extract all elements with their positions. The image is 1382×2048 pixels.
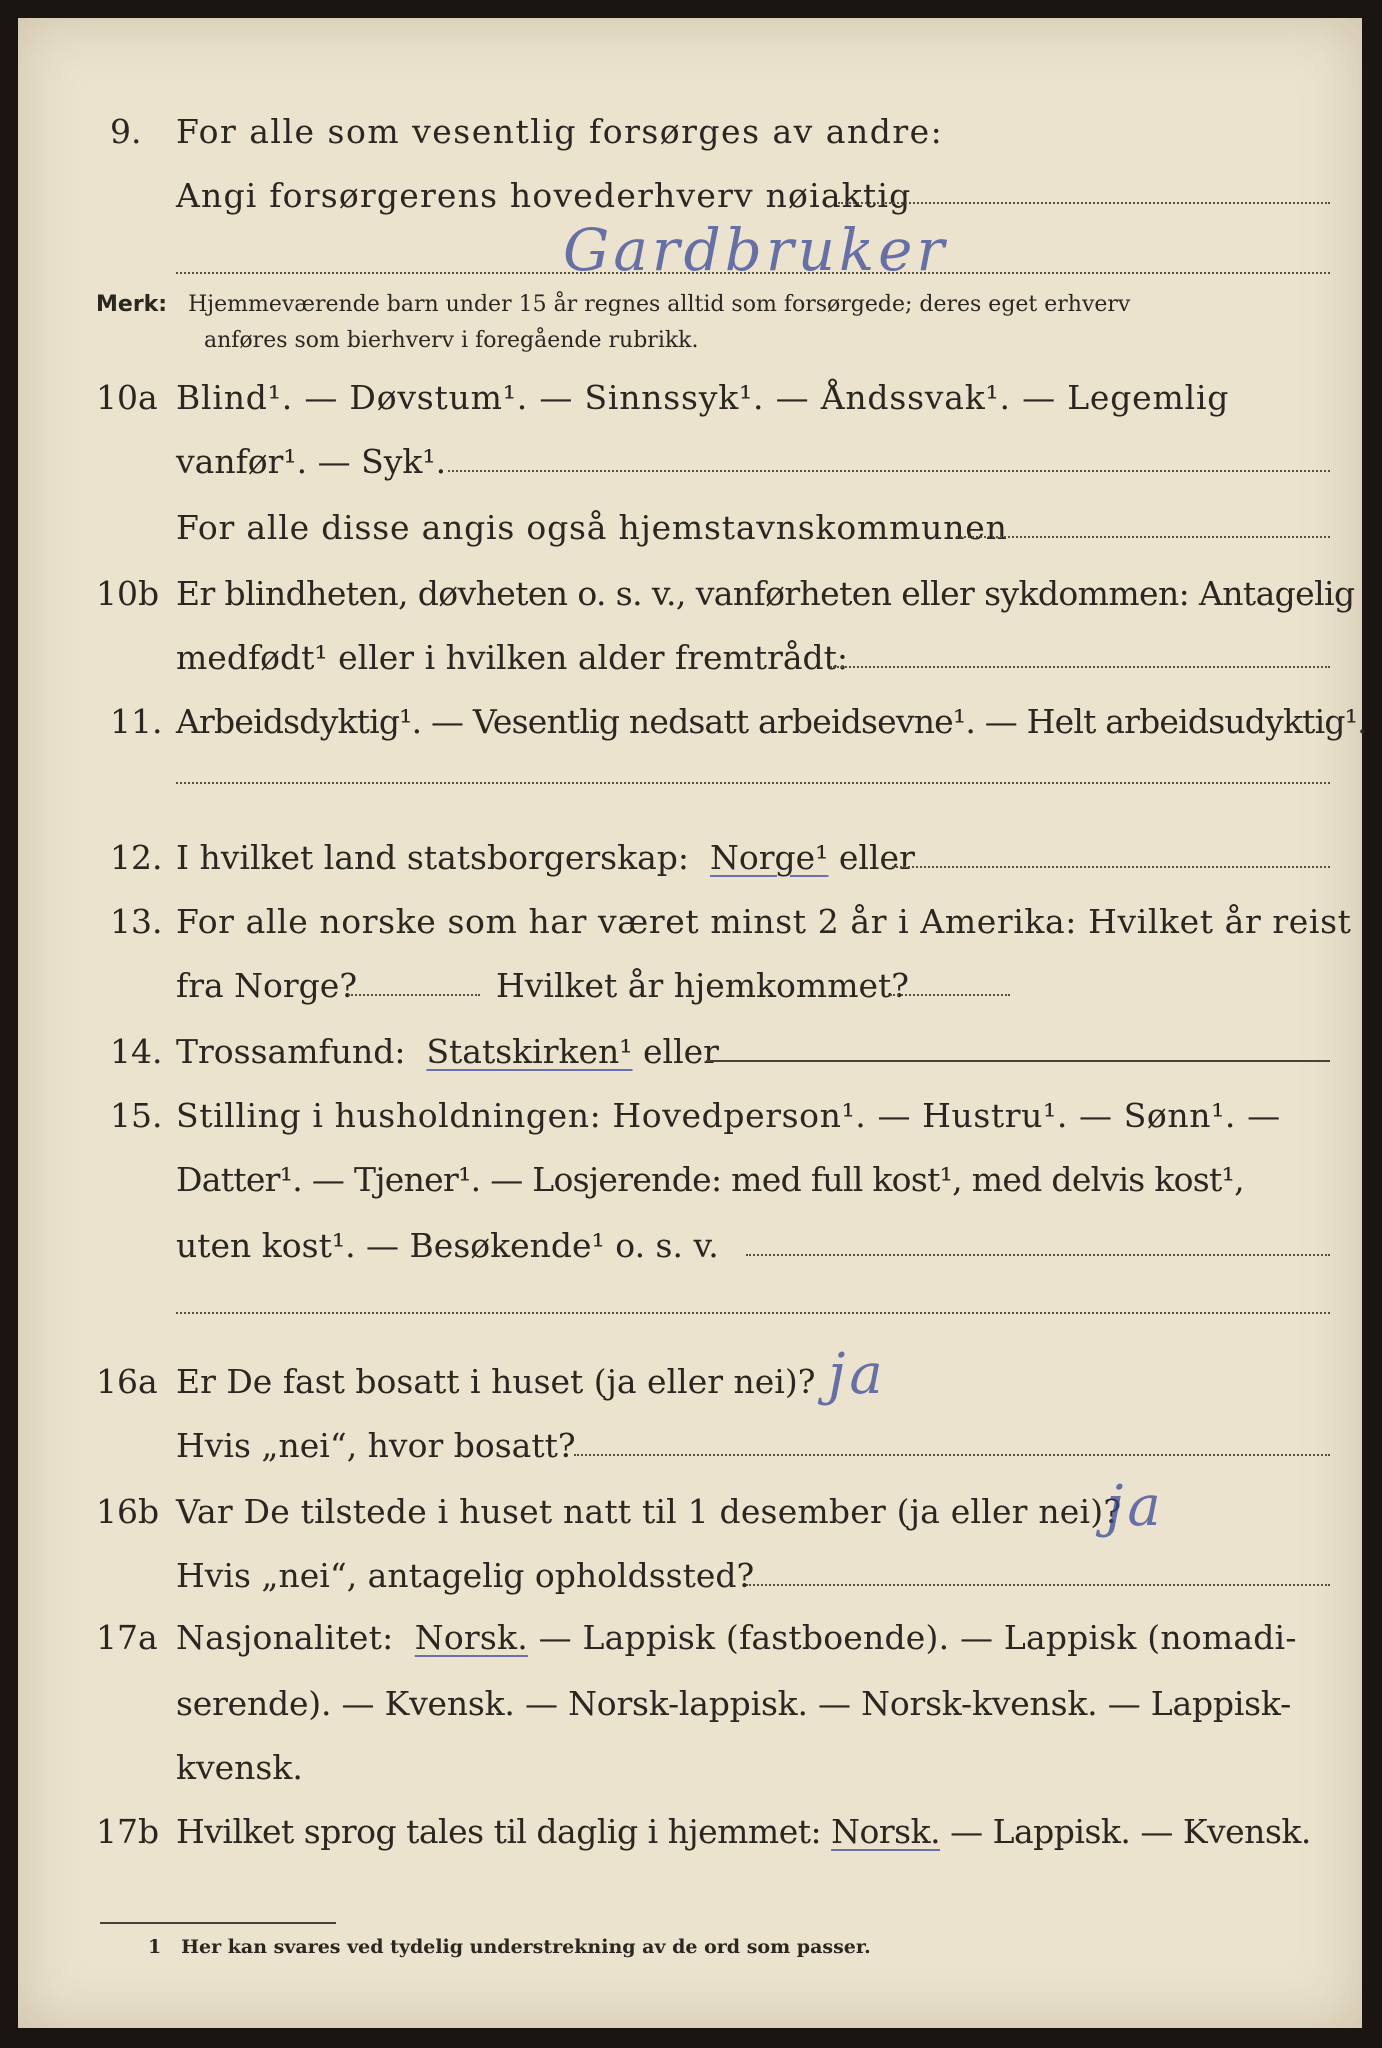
census-form-page — [18, 18, 1367, 2028]
q12-line — [176, 838, 915, 878]
q16b-line1: Var De tilstede i huset natt til 1 desember (ja eller nei)? — [176, 1492, 1122, 1531]
q17a-line1 — [176, 1618, 1297, 1658]
q13-year-left-line — [348, 994, 480, 996]
q12-answer-line — [892, 866, 1330, 868]
q17b-number: 17b — [96, 1812, 160, 1851]
q10b-number: 10b — [96, 574, 160, 613]
q10b-answer-line — [830, 666, 1330, 668]
q15-number: 15. — [110, 1096, 163, 1135]
q10b-line2: medfødt¹ eller i hvilken alder fremtrådt: — [176, 638, 849, 677]
q9-answer-line — [838, 202, 1330, 204]
q11-answer-line — [176, 782, 1330, 784]
q10b-line1: Er blindheten, døvheten o. s. v., vanførheten eller sykdommen: Antagelig — [176, 574, 1355, 613]
q9-handwritten-answer: Gardbruker — [563, 216, 949, 284]
footnote — [148, 1934, 871, 1960]
q13-year-returned-line — [890, 994, 1010, 996]
q9-line2: Angi forsørgerens hovederhverv nøiaktig — [176, 176, 912, 215]
q14-line — [176, 1032, 719, 1072]
q10a-home-line — [956, 536, 1330, 538]
q16a-answer-line — [574, 1454, 1330, 1456]
merk-text-1: Hjemmeværende barn under 15 år regnes alltid som forsørgede; deres eget erhverv — [188, 292, 1131, 317]
q17a-options-rest: — Lappisk (fastboende). — Lappisk (nomadi- — [538, 1618, 1297, 1657]
q17a-line2: serende). — Kvensk. — Norsk-lappisk. — Norsk-kvensk. — Lappisk- — [176, 1684, 1292, 1723]
q13-line2a: fra Norge? — [176, 966, 358, 1005]
q17b-option-norsk: Norsk. — [831, 1812, 941, 1851]
q12-number: 12. — [110, 838, 163, 877]
q13-number: 13. — [110, 902, 163, 941]
q17a-number: 17a — [96, 1618, 158, 1657]
footnote-rule — [100, 1922, 336, 1924]
q15-line2: Datter¹. — Tjener¹. — Losjerende: med full kost¹, med delvis kost¹, — [176, 1160, 1244, 1199]
merk-note-line2: anføres som bierhverv i foregående rubrikk. — [204, 328, 699, 353]
q14-eller: eller — [643, 1032, 719, 1071]
q16a-handwritten-answer: ja — [828, 1342, 887, 1407]
q17a-option-norsk: Norsk. — [414, 1618, 528, 1657]
q12-question: I hvilket land statsborgerskap: — [176, 838, 690, 877]
q10a-number: 10a — [96, 378, 158, 417]
footnote-text: Her kan svares ved tydelig understrekning av de ord som passer. — [181, 1936, 871, 1958]
q11-line1: Arbeidsdyktig¹. — Vesentlig nedsatt arbeidsevne¹. — Helt arbeidsudyktig¹. — [176, 702, 1367, 741]
merk-note-line1 — [96, 290, 1130, 320]
q15-answer-line-2 — [176, 1312, 1330, 1314]
q10a-line1: Blind¹. — Døvstum¹. — Sinnssyk¹. — Åndssvak¹. — Legemlig — [176, 378, 1230, 417]
q15-answer-line — [746, 1254, 1330, 1256]
q10a-answer-line — [448, 470, 1330, 472]
q15-line3: uten kost¹. — Besøkende¹ o. s. v. — [176, 1226, 719, 1265]
q16a-number: 16a — [96, 1362, 158, 1401]
q16b-number: 16b — [96, 1492, 160, 1531]
q16a-line1: Er De fast bosatt i huset (ja eller nei)? — [176, 1362, 816, 1401]
q11-number: 11. — [110, 702, 163, 741]
q14-answer-line — [706, 1060, 1330, 1062]
q17b-question: Hvilket sprog tales til daglig i hjemmet: — [176, 1812, 822, 1851]
q14-question: Trossamfund: — [176, 1032, 406, 1071]
q10a-line3: For alle disse angis også hjemstavnskommunen — [176, 508, 1008, 547]
q9-answer-line-2 — [176, 272, 1330, 274]
q17b-options-rest: — Lappisk. — Kvensk. — [950, 1812, 1311, 1851]
q13-line2b: Hvilket år hjemkommet? — [496, 966, 909, 1005]
q9-number: 9. — [110, 112, 142, 151]
q16a-line2: Hvis „nei“, hvor bosatt? — [176, 1426, 576, 1465]
q12-eller: eller — [838, 838, 915, 877]
q17a-line3: kvensk. — [176, 1748, 303, 1787]
q15-line1: Stilling i husholdningen: Hovedperson¹. — Hustru¹. — Sønn¹. — — [176, 1096, 1281, 1135]
q12-option-norge: Norge¹ — [710, 838, 829, 877]
q16b-handwritten-answer: ja — [1106, 1474, 1165, 1539]
q13-line1: For alle norske som har været minst 2 år i Amerika: Hvilket år reist — [176, 902, 1352, 941]
merk-label: Merk: — [96, 292, 168, 317]
q9-line1: For alle som vesentlig forsørges av andre: — [176, 112, 944, 151]
q17b-line — [176, 1812, 1311, 1852]
q16b-answer-line — [746, 1584, 1330, 1586]
q17a-question: Nasjonalitet: — [176, 1618, 394, 1657]
q14-option-statskirken: Statskirken¹ — [426, 1032, 633, 1071]
footnote-mark: 1 — [148, 1936, 162, 1958]
q16b-line2: Hvis „nei“, antagelig opholdssted? — [176, 1556, 755, 1595]
q14-number: 14. — [110, 1032, 163, 1071]
q10a-line2: vanfør¹. — Syk¹. — [176, 442, 447, 481]
